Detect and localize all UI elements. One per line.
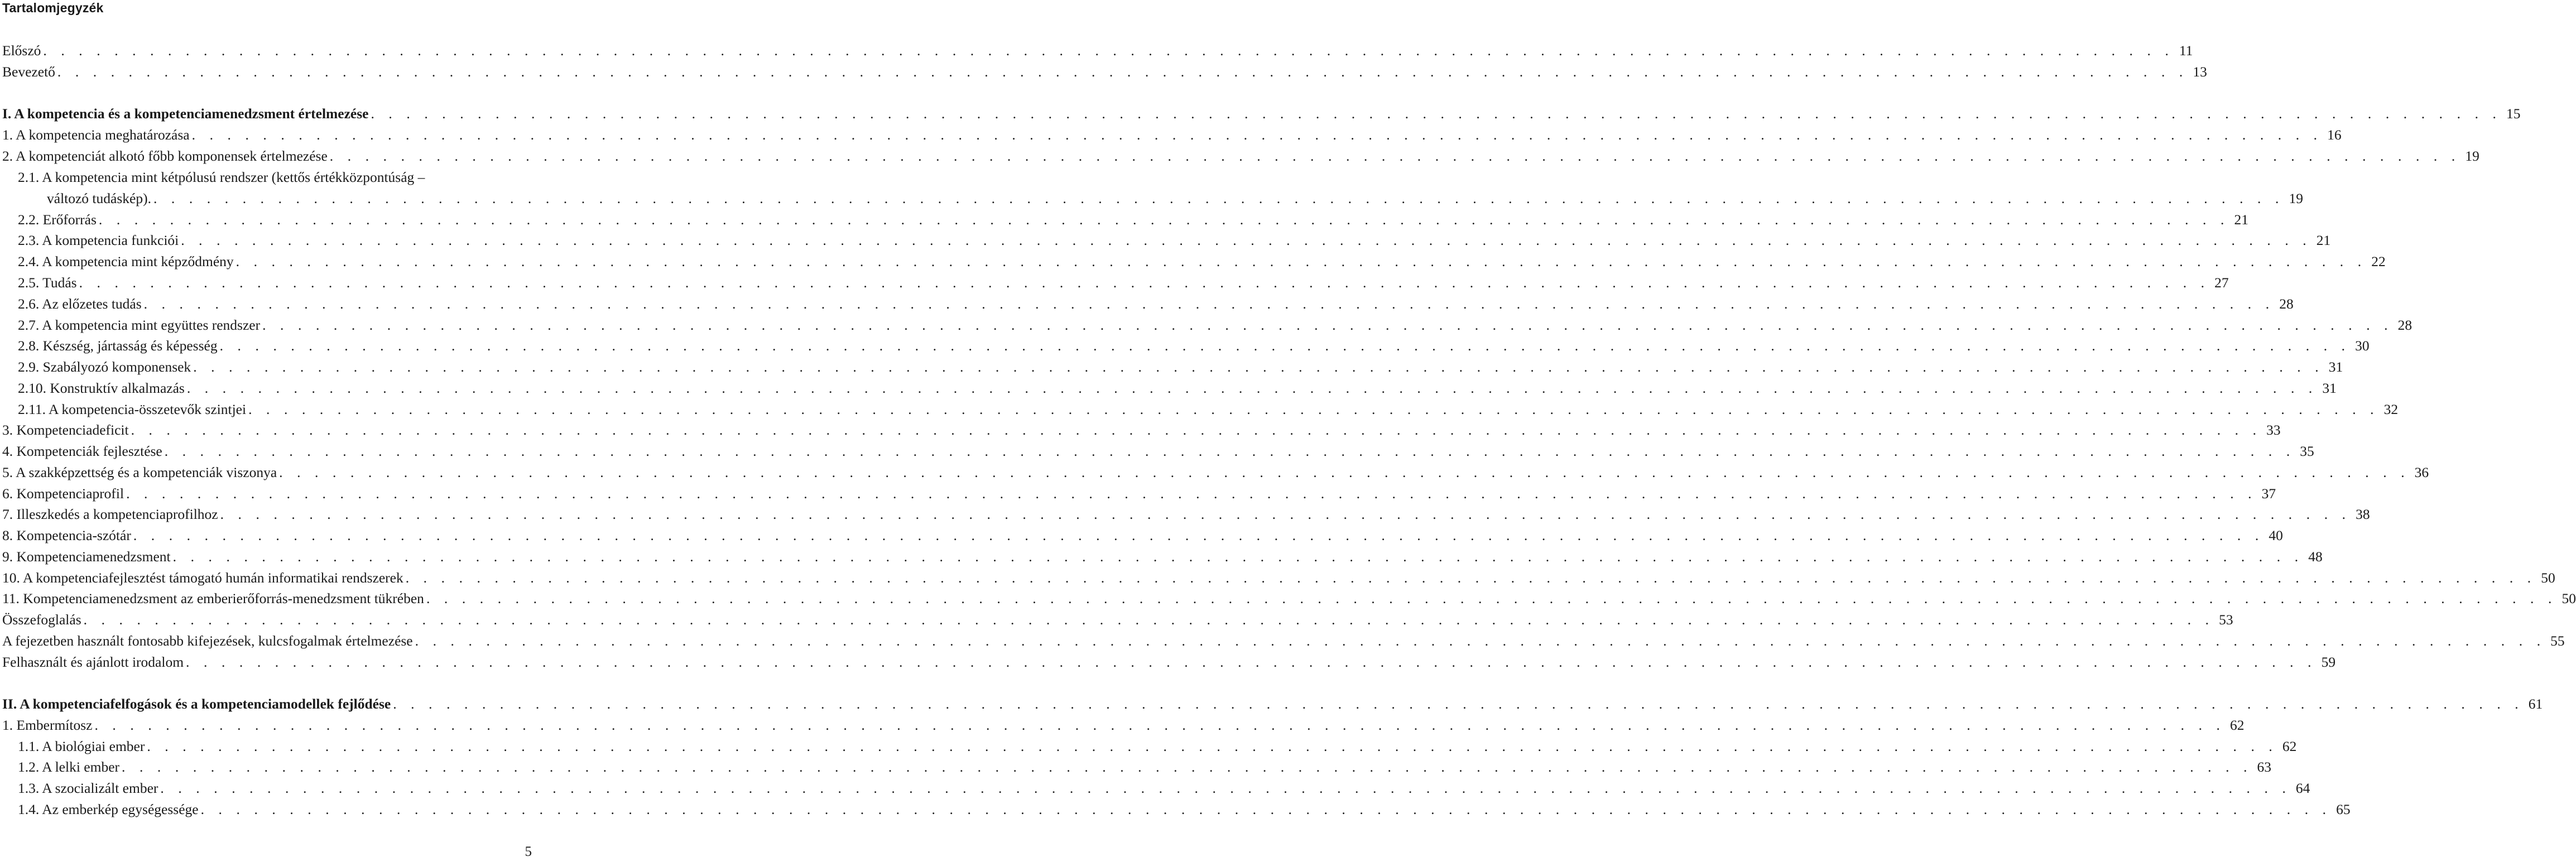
- toc-entry-label: 2.9. Szabályozó komponensek: [18, 359, 191, 375]
- toc-entry-label: A fejezetben használt fontosabb kifejezések, kulcsfogalmak értelmezése: [2, 633, 413, 649]
- dot-leader: . . . . . . . . . . . . . . . . . . . . . . . . . . . . . . . . . . . . . . . . . . . . . . . . . . . . . . . . . . . . . . . . . . . . . . . . . . . . . . . . . . . . . . . . . . . . . . . . . . . . . . . . . . . . . . . . . . . . . . . .: [98, 211, 2229, 228]
- toc-entry-page: 33: [2266, 422, 2281, 438]
- page-title: Tartalomjegyzék: [2, 1, 104, 15]
- toc-entry-label: 2.8. Készség, jártasság és képesség: [18, 338, 218, 354]
- toc-entry-page: 30: [2355, 338, 2370, 354]
- toc-entry-label: 2.4. A kompetencia mint képződmény: [18, 253, 234, 269]
- toc-entry-label: 11. Kompetenciamenedzsment az emberierőforrás-menedzsment tükrében: [2, 590, 424, 606]
- dot-leader: . . . . . . . . . . . . . . . . . . . . . . . . . . . . . . . . . . . . . . . . . . . . . . . . . . . . . . . . . . . . . . . . . . . . . . . . . . . . . . . . . . . . . . . . . . . . . . . . . . . . . . . . . . . . . . . . . . . . . . . .: [329, 148, 2460, 164]
- toc-entry-page: 31: [2328, 359, 2343, 375]
- toc-entry-label: 2.2. Erőforrás: [18, 211, 97, 228]
- toc-entry-page: 19: [2465, 148, 2479, 164]
- toc-entry[interactable]: [0, 378, 2337, 399]
- toc-entry-page: 53: [2219, 611, 2233, 628]
- toc-entry-label: 2.5. Tudás: [18, 275, 77, 291]
- toc-entry-page: 37: [2261, 485, 2276, 502]
- dot-leader: . . . . . . . . . . . . . . . . . . . . . . . . . . . . . . . . . . . . . . . . . . . . . . . . . . . . . . . . . . . . . . . . . . . . . . . . . . . . . . . . . . . . . . . . . . . . . . . . . . . . . . . . . . . . . . . . . . . . . . . .: [200, 801, 2332, 817]
- toc-entry-label: Összefoglalás: [2, 611, 81, 628]
- dot-leader: . . . . . . . . . . . . . . . . . . . . . . . . . . . . . . . . . . . . . . . . . . . . . . . . . . . . . . . . . . . . . . . . . . . . . . . . . . . . . . . . . . . . . . . . . . . . . . . . . . . . . . . . . . . . . . . . . . . . . . . .: [131, 422, 2262, 438]
- dot-leader: . . . . . . . . . . . . . . . . . . . . . . . . . . . . . . . . . . . . . . . . . . . . . . . . . . . . . . . . . . . . . . . . . . . . . . . . . . . . . . . . . . . . . . . . . . . . . . . . . . . . . . . . . . . . . . . . . . . . . . . .: [181, 232, 2312, 248]
- toc-entry[interactable]: [0, 652, 2336, 673]
- dot-leader: . . . . . . . . . . . . . . . . . . . . . . . . . . . . . . . . . . . . . . . . . . . . . . . . . . . . . . . . . . . . . . . . . . . . . . . . . . . . . . . . . . . . . . . . . . . . . . . . . . . . . . . . . . . . . . . . . . . . . . . .: [426, 590, 2557, 606]
- toc-entry-label: 10. A kompetenciafejlesztést támogató humán informatikai rendszerek: [2, 570, 403, 586]
- toc-entry[interactable]: [0, 757, 2272, 778]
- toc-entry-label: 2.10. Konstruktív alkalmazás: [18, 380, 185, 396]
- toc-entry-page: 48: [2308, 548, 2323, 565]
- toc-entry-label: változó tudáskép).: [47, 190, 151, 206]
- toc-entry[interactable]: [0, 61, 2207, 83]
- toc-entry-page: 50: [2561, 590, 2576, 606]
- dot-leader: . . . . . . . . . . . . . . . . . . . . . . . . . . . . . . . . . . . . . . . . . . . . . . . . . . . . . . . . . . . . . . . . . . . . . . . . . . . . . . . . . . . . . . . . . . . . . . . . . . . . . . . . . . . . . . . . . . . . . . . .: [220, 506, 2351, 522]
- toc-entry-label: 8. Kompetencia-szótár: [2, 527, 131, 543]
- dot-leader: . . . . . . . . . . . . . . . . . . . . . . . . . . . . . . . . . . . . . . . . . . . . . . . . . . . . . . . . . . . . . . . . . . . . . . . . . . . . . . . . . . . . . . . . . . . . . . . . . . . . . . . . . . . . . . . . . . . . . . . .: [405, 570, 2536, 586]
- toc-entry[interactable]: [0, 525, 2283, 546]
- toc-entry[interactable]: [0, 230, 2331, 251]
- toc-entry-page: 19: [2289, 190, 2303, 206]
- toc-entry-page: 62: [2282, 738, 2297, 754]
- toc-entry[interactable]: [0, 399, 2399, 420]
- toc-entry-label: 1. Embermítosz: [2, 717, 93, 733]
- dot-leader: . . . . . . . . . . . . . . . . . . . . . . . . . . . . . . . . . . . . . . . . . . . . . . . . . . . . . . . . . . . . . . . . . . . . . . . . . . . . . . . . . . . . . . . . . . . . . . . . . . . . . . . . . . . . . . . . . . . . . . . .: [43, 42, 2174, 59]
- toc-entry-label: I. A kompetencia és a kompetenciamenedzsment értelmezése: [2, 105, 369, 122]
- toc-entry-label: Bevezető: [2, 64, 55, 80]
- toc-entry-label: 2.6. Az előzetes tudás: [18, 296, 142, 312]
- toc-entry[interactable]: [0, 293, 2294, 315]
- toc-entry-page: 16: [2327, 127, 2342, 143]
- toc-entry[interactable]: [0, 209, 2248, 230]
- dot-leader: . . . . . . . . . . . . . . . . . . . . . . . . . . . . . . . . . . . . . . . . . . . . . . . . . . . . . . . . . . . . . . . . . . . . . . . . . . . . . . . . . . . . . . . . . . . . . . . . . . . . . . . . . . . . . . . . . . . . . . . .: [191, 127, 2323, 143]
- toc-entry[interactable]: [0, 188, 2303, 209]
- toc-entry-page: 21: [2316, 232, 2331, 248]
- dot-leader: . . . . . . . . . . . . . . . . . . . . . . . . . . . . . . . . . . . . . . . . . . . . . . . . . . . . . . . . . . . . . . . . . . . . . . . . . . . . . . . . . . . . . . . . . . . . . . . . . . . . . . . . . . . . . . . . . . . . . . . .: [193, 359, 2324, 375]
- toc-entry[interactable]: [0, 462, 2429, 483]
- toc-entry[interactable]: [0, 146, 2479, 167]
- toc-entry[interactable]: [0, 483, 2276, 504]
- dot-leader: . . . . . . . . . . . . . . . . . . . . . . . . . . . . . . . . . . . . . . . . . . . . . . . . . . . . . . . . . . . . . . . . . . . . . . . . . . . . . . . . . . . . . . . . . . . . . . . . . . . . . . . . . . . . . . . . . . . . . . . .: [248, 401, 2380, 417]
- toc-entry-page: 55: [2550, 633, 2565, 649]
- toc-entry-page: 35: [2300, 443, 2314, 459]
- toc-entry-label: Felhasznált és ajánlott irodalom: [2, 654, 184, 670]
- toc-entry-page: 64: [2295, 780, 2310, 796]
- dot-leader: . . . . . . . . . . . . . . . . . . . . . . . . . . . . . . . . . . . . . . . . . . . . . . . . . . . . . . . . . . . . . . . . . . . . . . . . . . . . . . . . . . . . . . . . . . . . . . . . . . . . . . . . . . . . . . . . . . . . . . . .: [186, 654, 2317, 670]
- toc-entry-page: 13: [2193, 64, 2207, 80]
- dot-leader: . . . . . . . . . . . . . . . . . . . . . . . . . . . . . . . . . . . . . . . . . . . . . . . . . . . . . . . . . . . . . . . . . . . . . . . . . . . . . . . . . . . . . . . . . . . . . . . . . . . . . . . . . . . . . . . . . . . . . . . .: [186, 380, 2318, 396]
- toc-entry-page: 31: [2322, 380, 2337, 396]
- toc-entry-label: II. A kompetenciafelfogások és a kompetenciamodellek fejlődése: [2, 696, 391, 712]
- toc-entry-page: 50: [2541, 570, 2555, 586]
- toc-entry[interactable]: [0, 40, 2193, 61]
- dot-leader: . . . . . . . . . . . . . . . . . . . . . . . . . . . . . . . . . . . . . . . . . . . . . . . . . . . . . . . . . . . . . . . . . . . . . . . . . . . . . . . . . . . . . . . . . . . . . . . . . . . . . . . . . . . . . . . . . . . . . . . .: [219, 338, 2351, 354]
- dot-leader: . . . . . . . . . . . . . . . . . . . . . . . . . . . . . . . . . . . . . . . . . . . . . . . . . . . . . . . . . . . . . . . . . . . . . . . . . . . . . . . . . . . . . . . . . . . . . . . . . . . . . . . . . . . . . . . . . . . . . . . .: [279, 464, 2410, 480]
- dot-leader: . . . . . . . . . . . . . . . . . . . . . . . . . . . . . . . . . . . . . . . . . . . . . . . . . . . . . . . . . . . . . . . . . . . . . . . . . . . . . . . . . . . . . . . . . . . . . . . . . . . . . . . . . . . . . . . . . . . . . . . .: [236, 253, 2367, 269]
- toc-entry-page: 27: [2214, 275, 2229, 291]
- toc-entry[interactable]: [0, 546, 2323, 567]
- toc-entry-page: 36: [2414, 464, 2429, 480]
- dot-leader: . . . . . . . . . . . . . . . . . . . . . . . . . . . . . . . . . . . . . . . . . . . . . . . . . . . . . . . . . . . . . . . . . . . . . . . . . . . . . . . . . . . . . . . . . . . . . . . . . . . . . . . . . . . . . . . . . . . . . . . .: [262, 317, 2394, 333]
- toc-entry[interactable]: [0, 441, 2314, 462]
- dot-leader: . . . . . . . . . . . . . . . . . . . . . . . . . . . . . . . . . . . . . . . . . . . . . . . . . . . . . . . . . . . . . . . . . . . . . . . . . . . . . . . . . . . . . . . . . . . . . . . . . . . . . . . . . . . . . . . . . . . . . . . .: [143, 296, 2275, 312]
- toc-entry[interactable]: [0, 167, 551, 188]
- dot-leader: . . . . . . . . . . . . . . . . . . . . . . . . . . . . . . . . . . . . . . . . . . . . . . . . . . . . . . . . . . . . . . . . . . . . . . . . . . . . . . . . . . . . . . . . . . . . . . . . . . . . . . . . . . . . . . . . . . . . . . . .: [371, 105, 2502, 122]
- toc-entry[interactable]: [0, 630, 2565, 652]
- toc-entry-page: 22: [2371, 253, 2386, 269]
- toc-entry[interactable]: [0, 124, 2342, 146]
- dot-leader: . . . . . . . . . . . . . . . . . . . . . . . . . . . . . . . . . . . . . . . . . . . . . . . . . . . . . . . . . . . . . . . . . . . . . . . . . . . . . . . . . . . . . . . . . . . . . . . . . . . . . . . . . . . . . . . . . . . . . . . .: [83, 611, 2214, 628]
- toc-entry-page: 65: [2336, 801, 2351, 817]
- dot-leader: . . . . . . . . . . . . . . . . . . . . . . . . . . . . . . . . . . . . . . . . . . . . . . . . . . . . . . . . . . . . . . . . . . . . . . . . . . . . . . . . . . . . . . . . . . . . . . . . . . . . . . . . . . . . . . . . . . . . . . . .: [393, 696, 2524, 712]
- toc-entry[interactable]: [0, 694, 2543, 715]
- toc-entry-label: 3. Kompetenciadeficit: [2, 422, 129, 438]
- toc-entry-label: 1.3. A szocializált ember: [18, 780, 158, 796]
- toc-entry-label: 7. Illeszkedés a kompetenciaprofilhoz: [2, 506, 218, 522]
- toc-entry-label: 4. Kompetenciák fejlesztése: [2, 443, 162, 459]
- toc-entry[interactable]: [0, 103, 2521, 124]
- toc-entry[interactable]: [0, 251, 2386, 272]
- toc-entry-page: 59: [2321, 654, 2336, 670]
- toc-entry-page: 32: [2383, 401, 2399, 417]
- toc-entry[interactable]: [0, 357, 2343, 378]
- page-number: 5: [525, 844, 532, 859]
- dot-leader: . . . . . . . . . . . . . . . . . . . . . . . . . . . . . . . . . . . . . . . . . . . . . . . . . . . . . . . . . . . . . . . . . . . . . . . . . . . . . . . . . . . . . . . . . . . . . . . . . . . . . . . . . . . . . . . . . . . . . . . .: [172, 548, 2304, 565]
- toc-entry-page: 11: [2179, 42, 2193, 59]
- toc-entry-label: 2.3. A kompetencia funkciói: [18, 232, 179, 248]
- toc-entry[interactable]: [0, 799, 2351, 820]
- toc-entry-label: 1.1. A biológiai ember: [18, 738, 145, 754]
- toc-entry-label: 2.11. A kompetencia-összetevők szintjei: [18, 401, 247, 417]
- toc-entry[interactable]: [0, 736, 2297, 757]
- toc-entry[interactable]: [0, 272, 2229, 293]
- toc-entry-page: 40: [2269, 527, 2283, 543]
- toc-entry[interactable]: [0, 609, 2233, 630]
- toc-entry-page: 62: [2230, 717, 2245, 733]
- dot-leader: . . . . . . . . . . . . . . . . . . . . . . . . . . . . . . . . . . . . . . . . . . . . . . . . . . . . . . . . . . . . . . . . . . . . . . . . . . . . . . . . . . . . . . . . . . . . . . . . . . . . . . . . . . . . . . . . . . . . . . . .: [57, 64, 2188, 80]
- toc-entry[interactable]: [0, 715, 2245, 736]
- dot-leader: . . . . . . . . . . . . . . . . . . . . . . . . . . . . . . . . . . . . . . . . . . . . . . . . . . . . . . . . . . . . . . . . . . . . . . . . . . . . . . . . . . . . . . . . . . . . . . . . . . . . . . . . . . . . . . . . . . . . . . . .: [133, 527, 2264, 543]
- toc-entry-label: 2. A kompetenciát alkotó főbb komponensek értelmezése: [2, 148, 328, 164]
- dot-leader: . . . . . . . . . . . . . . . . . . . . . . . . . . . . . . . . . . . . . . . . . . . . . . . . . . . . . . . . . . . . . . . . . . . . . . . . . . . . . . . . . . . . . . . . . . . . . . . . . . . . . . . . . . . . . . . . . . . . . . . .: [94, 717, 2226, 733]
- toc-entry[interactable]: [0, 315, 2412, 336]
- toc-entry[interactable]: [0, 588, 2576, 609]
- toc-entry[interactable]: [0, 335, 2370, 357]
- dot-leader: . . . . . . . . . . . . . . . . . . . . . . . . . . . . . . . . . . . . . . . . . . . . . . . . . . . . . . . . . . . . . . . . . . . . . . . . . . . . . . . . . . . . . . . . . . . . . . . . . . . . . . . . . . . . . . . . . . . . . . . .: [153, 190, 2284, 206]
- toc-entry-page: 21: [2234, 211, 2248, 228]
- dot-leader: . . . . . . . . . . . . . . . . . . . . . . . . . . . . . . . . . . . . . . . . . . . . . . . . . . . . . . . . . . . . . . . . . . . . . . . . . . . . . . . . . . . . . . . . . . . . . . . . . . . . . . . . . . . . . . . . . . . . . . . .: [164, 443, 2295, 459]
- toc-entry[interactable]: [0, 420, 2281, 441]
- toc-entry-label: 2.7. A kompetencia mint együttes rendszer: [18, 317, 261, 333]
- toc-entry-label: 1.4. Az emberkép egységessége: [18, 801, 199, 817]
- dot-leader: . . . . . . . . . . . . . . . . . . . . . . . . . . . . . . . . . . . . . . . . . . . . . . . . . . . . . . . . . . . . . . . . . . . . . . . . . . . . . . . . . . . . . . . . . . . . . . . . . . . . . . . . . . . . . . . . . . . . . . . .: [126, 485, 2257, 502]
- dot-leader: . . . . . . . . . . . . . . . . . . . . . . . . . . . . . . . . . . . . . . . . . . . . . . . . . . . . . . . . . . . . . . . . . . . . . . . . . . . . . . . . . . . . . . . . . . . . . . . . . . . . . . . . . . . . . . . . . . . . . . . .: [147, 738, 2278, 754]
- toc-entry-page: 61: [2528, 696, 2543, 712]
- toc-entry-page: 63: [2257, 759, 2272, 775]
- toc-entry-label: 1.2. A lelki ember: [18, 759, 120, 775]
- toc-entry[interactable]: [0, 504, 2370, 525]
- toc-entry-page: 15: [2506, 105, 2521, 122]
- dot-leader: . . . . . . . . . . . . . . . . . . . . . . . . . . . . . . . . . . . . . . . . . . . . . . . . . . . . . . . . . . . . . . . . . . . . . . . . . . . . . . . . . . . . . . . . . . . . . . . . . . . . . . . . . . . . . . . . . . . . . . . .: [415, 633, 2546, 649]
- toc-entry-page: 28: [2397, 317, 2412, 333]
- toc-entry[interactable]: [0, 778, 2310, 799]
- toc-entry-label: 9. Kompetenciamenedzsment: [2, 548, 171, 565]
- toc-entry-label: 2.1. A kompetencia mint kétpólusú rendszer (kettős értékközpontúság –: [18, 169, 425, 185]
- toc-entry-label: 5. A szakképzettség és a kompetenciák viszonya: [2, 464, 277, 480]
- toc-entry-label: 6. Kompetenciaprofil: [2, 485, 124, 502]
- dot-leader: . . . . . . . . . . . . . . . . . . . . . . . . . . . . . . . . . . . . . . . . . . . . . . . . . . . . . . . . . . . . . . . . . . . . . . . . . . . . . . . . . . . . . . . . . . . . . . . . . . . . . . . . . . . . . . . . . . . . . . . .: [122, 759, 2253, 775]
- toc-entry-label: 1. A kompetencia meghatározása: [2, 127, 190, 143]
- toc-entry[interactable]: [0, 567, 2555, 589]
- dot-leader: . . . . . . . . . . . . . . . . . . . . . . . . . . . . . . . . . . . . . . . . . . . . . . . . . . . . . . . . . . . . . . . . . . . . . . . . . . . . . . . . . . . . . . . . . . . . . . . . . . . . . . . . . . . . . . . . . . . . . . . .: [79, 275, 2210, 291]
- toc-entry-label: Előszó: [2, 42, 41, 59]
- toc-entry-page: 28: [2279, 296, 2294, 312]
- toc-entry-page: 38: [2356, 506, 2370, 522]
- dot-leader: . . . . . . . . . . . . . . . . . . . . . . . . . . . . . . . . . . . . . . . . . . . . . . . . . . . . . . . . . . . . . . . . . . . . . . . . . . . . . . . . . . . . . . . . . . . . . . . . . . . . . . . . . . . . . . . . . . . . . . . .: [160, 780, 2291, 796]
